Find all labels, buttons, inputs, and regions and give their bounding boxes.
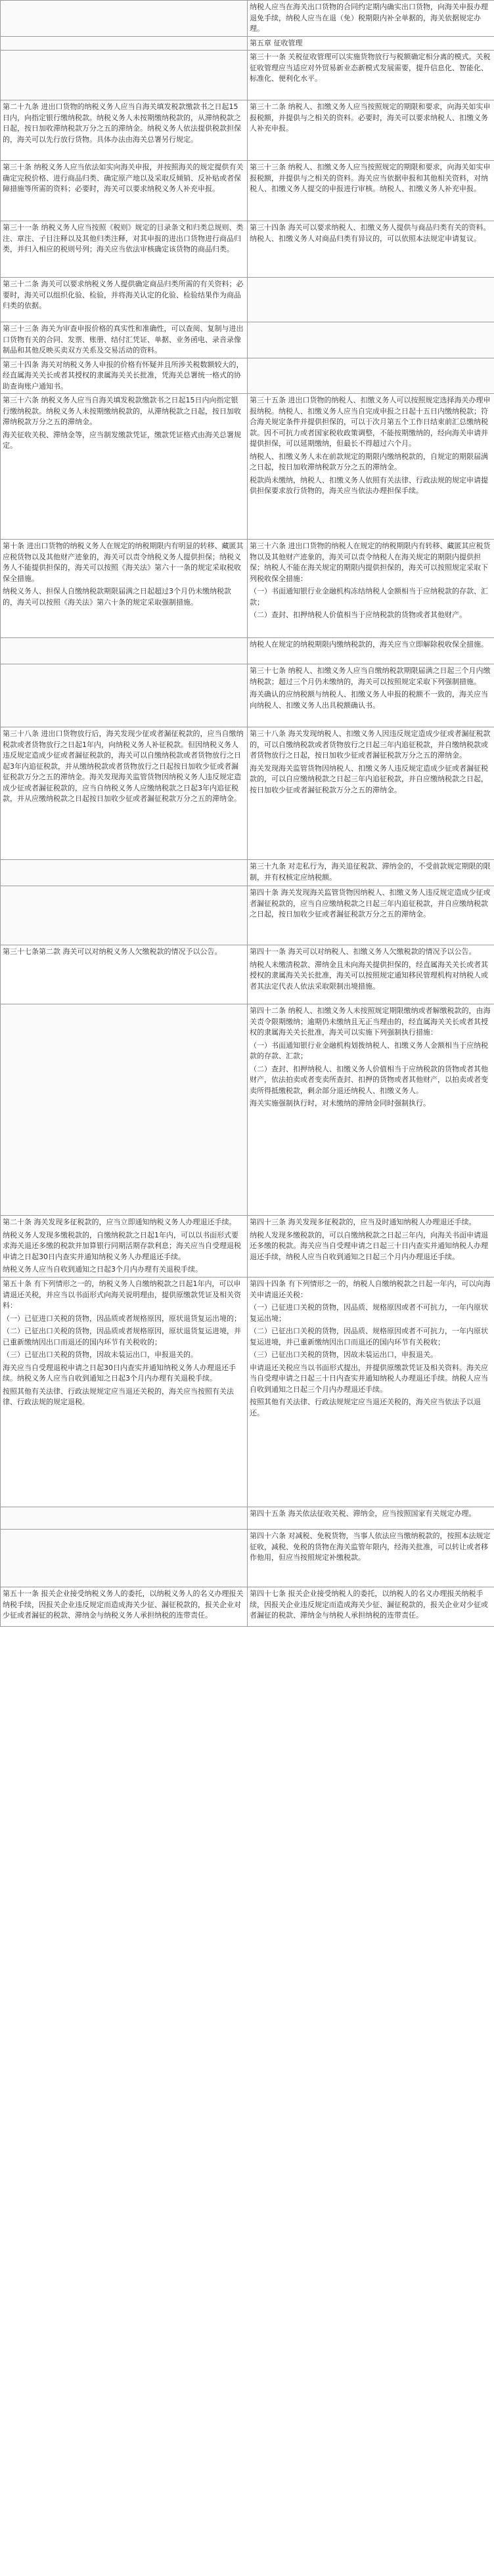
- old-regulation-cell: [1, 664, 248, 727]
- old-regulation-cell: [1, 945, 248, 1004]
- article-paragraph: 第三十二条 纳税人、扣缴义务人应当按照规定的期限和要求，向海关如实申报税额，并提供与之相关的资料。必要时，海关可以要求纳税人、扣缴义务人补充申报。: [250, 102, 491, 133]
- article-paragraph: 第二十条 海关发现多征税款的，应当立即通知纳税义务人办理退还手续。: [3, 1218, 236, 1226]
- article-paragraph: 纳税义务人应当自收到通知之日起3个月内办理有关退税手续。: [3, 1265, 202, 1274]
- article-paragraph: 第三十八条 进出口货物放行后，海关发现少征或者漏征税款的，应当自缴纳税款或者货物放行之日起1年内，向纳税义务人补征税款。但因纳税义务人违反规定造成少征或者漏征税款的，海关可以自缴纳税款或者货物放行之日起3年内追征税款，并从缴纳税款或者货物放行之日起按日加收少征或者漏征税款万分之五的滞纳金。海关发现海关监管货物因纳税义务人违反规定造成少征或者漏征税款的，应当自纳税义务人应缴纳税款之日起3年内追征税款，并从应缴纳税款之日起按日加收少征或者漏征税款万分之五的滞纳金。: [3, 729, 244, 803]
- article-paragraph: 第三十七条 纳税人、扣缴义务人应当自缴纳税款期限届满之日起三个月内缴纳税款；超过三个月仍未缴纳的，海关可以按照规定采取下列强制措施。: [250, 666, 491, 686]
- new-law-cell: [248, 1216, 494, 1277]
- article-paragraph: 第三十九条 对走私行为，海关追征税款、滞纳金的，不受前款规定期限的限制，并有权核定应纳税额。: [250, 862, 491, 882]
- new-law-cell: [248, 727, 494, 860]
- comparison-row: [1, 221, 494, 278]
- comparison-row: [1, 638, 494, 664]
- article-paragraph: 第四十七条 报关企业接受纳税人的委托，以纳税人的名义办理报关纳税手续，因报关企业违反规定而造成海关少征、漏征税款的，报关企业对少征或者漏征的税款、滞纳金与纳税人承担纳税的连带责任。: [250, 1589, 488, 1620]
- article-paragraph: 纳税人、扣缴义务人未在前款规定的期限内缴纳税款的，自规定的期限届满之日起，按日加收滞纳税款万分之五的滞纳金。: [250, 452, 488, 471]
- article-paragraph: 海关确认的应纳税额与纳税人、扣缴义务人申报的税额不一致的，海关应当向纳税人、扣缴义务人出具税额确认书。: [250, 690, 488, 710]
- comparison-row: [1, 36, 494, 51]
- comparison-row: [1, 51, 494, 100]
- article-paragraph: 按照其他有关法律、行政法规规定应当退还关税的，海关应当依法予以退还。: [250, 1398, 481, 1417]
- old-regulation-cell: [1, 1530, 248, 1587]
- new-law-cell: [248, 945, 494, 1004]
- comparison-row: [1, 100, 494, 161]
- article-paragraph: （二）已征出口关税的货物，因品质或者规格原因，原状退货复运进境，并已重新缴纳因出口而退还的国内环节有关税收的；: [3, 1327, 241, 1346]
- article-paragraph: 第四十二条 纳税人、扣缴义务人未按照规定期限缴纳或者解缴税款的，由海关责令限期缴纳；逾期仍未缴纳且无正当理由的，经直属海关关长或者其授权的隶属海关关长批准，海关可以实施下列强制执行措施：: [250, 1006, 491, 1037]
- article-paragraph: 纳税义务人发现多缴税款的，自缴纳税款之日起1年内，可以以书面形式要求海关退还多缴的税款并加算银行同期活期存款利息；海关应当自受理退税申请之日起30日内查实并通知纳税义务人办理退还手续。: [3, 1230, 241, 1261]
- article-paragraph: 第五十条 有下列情形之一的，纳税义务人自缴纳税款之日起1年内，可以申请退还关税，并应当以书面形式向海关说明理由，提供原缴款凭证及相关资料：: [3, 1279, 241, 1310]
- article-paragraph: 第三十三条 海关为审查申报价格的真实性和准确性，可以查阅、复制与进出口货物有关的合同、发票、账册、结付汇凭证、单据、业务函电、录音录像制品和其他反映买卖双方关系及交易活动的资料。: [3, 324, 244, 354]
- new-law-cell: [248, 36, 494, 51]
- article-paragraph: 第三十五条 进出口货物的纳税人、扣缴义务人可以按照规定选择海关办理申报纳税。纳税人、扣缴义务人应当自完成申报之日起十五日内缴纳税款；符合海关规定条件并提供担保的，可以于次月第五个工作日结束前汇总缴纳税款。因不可抗力或者国家税收政策调整，不能按期缴纳的，经向海关申请并提供担保，可以延期缴纳，但最长不得超过六个月。: [250, 396, 491, 448]
- article-paragraph: （三）已征出口关税的货物，因故未装运出口，申报退关的。: [3, 1350, 198, 1359]
- old-regulation-cell: [1, 1277, 248, 1507]
- old-regulation-cell: [1, 860, 248, 886]
- new-law-cell: [248, 664, 494, 727]
- article-paragraph: 第四十一条 海关可以对纳税人、扣缴义务人欠缴税款的情况予以公告。: [250, 947, 476, 956]
- old-regulation-cell: [1, 51, 248, 100]
- article-paragraph: 第三十一条 纳税义务人应当按照《税则》规定的目录条文和归类总规则、类注、章注、子目注释以及其他归类注释，对其申报的进出口货物进行商品归类，并归入相应的税则号列；海关应当依法审核确定该货物的商品归类。: [3, 223, 244, 253]
- old-regulation-cell: [1, 1216, 248, 1277]
- old-regulation-cell: [1, 221, 248, 278]
- article-paragraph: 第四十条 海关发现海关监管货物因纳税人、扣缴义务人违反规定造成少征或者漏征税款的，应当自应缴纳税款之日起三年内追征税款，并自应缴纳税款之日起，按日加收少征或者漏征税款万分之五的滞纳金。: [250, 888, 491, 918]
- article-paragraph: 纳税人未缴清税款、滞纳金且未向海关提供担保的，经直属海关关长或者其授权的隶属海关关长批准，海关可以按照规定通知移民管理机构对纳税人或者其法定代表人依法采取限制出境措施。: [250, 960, 488, 991]
- article-paragraph: 按照其他有关法律、行政法规规定应当退还关税的，海关应当按照有关法律、行政法规的规定退税。: [3, 1386, 234, 1406]
- new-law-cell: [248, 161, 494, 221]
- old-regulation-cell: [1, 638, 248, 664]
- article-paragraph: 第三十四条 海关对纳税义务人申报的价格有怀疑并且所涉关税数额较大的，经直属海关关长或者其授权的隶属海关关长批准，凭海关总署统一格式的协助查询账户通知书。: [3, 360, 244, 391]
- new-law-cell: [248, 278, 494, 322]
- article-paragraph: 第三十八条 海关发现纳税人、扣缴义务人因违反规定造成少征或者漏征税款的，可以自缴纳税款或者货物放行之日起三年内追征税款，并自缴纳税款或者货物放行之日起，按日加收少征或者漏征税款万分之五的滞纳金。: [250, 729, 491, 760]
- article-paragraph: 第三十七条第二款 海关可以对纳税义务人欠缴税款的情况予以公告。: [3, 947, 222, 956]
- comparison-row: [1, 1587, 494, 1627]
- new-law-cell: [248, 1, 494, 37]
- comparison-row: [1, 945, 494, 1004]
- comparison-row: [1, 727, 494, 860]
- article-paragraph: 第十条 进出口货物的纳税义务人在规定的纳税期限内有明显的转移、藏匿其应税货物以及其他财产迹象的，海关可以责令纳税义务人提供担保；纳税义务人不能提供担保的，海关可以按照《海关法》第六十一条的规定采取税收保全措施。: [3, 542, 244, 583]
- comparison-row: [1, 161, 494, 221]
- article-paragraph: （一）书面通知银行业金融机构划拨纳税人、扣缴义务人金额相当于应纳税款的存款、汇款；: [250, 1041, 488, 1060]
- article-paragraph: 纳税人在规定的纳税期限内缴纳税款的，海关应当立即解除税收保全措施。: [250, 640, 488, 649]
- old-regulation-cell: [1, 1004, 248, 1216]
- article-paragraph: 纳税人应当在海关出口货物的合同约定期内确实出口货物，向海关申报办理退免手续，纳税人应当在退（免）税期限内补全单据的，海关依据规定办理。: [250, 3, 488, 33]
- old-regulation-cell: [1, 1507, 248, 1530]
- article-paragraph: （二）查封、扣押纳税人、扣缴义务人价值相当于应纳税款的货物或者其他财产，依法拍卖或者变卖所查封、扣押的货物或者其他财产，以拍卖或者变卖所得抵缴税款，剩余部分退还纳税人、扣缴义务人。: [250, 1064, 488, 1095]
- old-regulation-cell: [1, 358, 248, 394]
- article-paragraph: 第三十条 纳税义务人应当依法如实向海关申报，并按照海关的规定提供有关确定完税价格、进行商品归类、确定原产地以及采取反倾销、反补贴或者保障措施等所需的资料；必要时，海关可以要求纳税义务人补充申报。: [3, 163, 244, 193]
- new-law-cell: [248, 100, 494, 161]
- article-paragraph: （一）书面通知银行业金融机构冻结纳税人金额相当于应纳税款的存款、汇款；: [250, 587, 488, 607]
- article-paragraph: 纳税人发现多缴税款的，可以自缴纳税款之日起三年内，向海关书面申请退还多缴的税款。海关应当自受理申请之日起三十日内查实并通知纳税人办理退还手续，纳税人应当自收到通知之日起三个月内办理退还手续。: [250, 1230, 488, 1261]
- new-law-cell: [248, 394, 494, 540]
- article-paragraph: 第四十四条 有下列情形之一的，纳税人自缴纳税款之日起一年内，可以向海关申请退还关税：: [250, 1279, 491, 1299]
- new-law-cell: [248, 1277, 494, 1507]
- old-regulation-cell: [1, 540, 248, 638]
- comparison-row: [1, 278, 494, 322]
- comparison-table-body: [1, 1, 494, 1627]
- new-law-cell: [248, 886, 494, 945]
- article-paragraph: （二）查封、扣押纳税人价值相当于应纳税款的货物或者其他财产。: [250, 611, 466, 619]
- article-paragraph: 税款尚未缴纳，纳税人、扣缴义务人依照有关法律、行政法规的规定申请提供担保要求放行货物的，海关应当依法办理担保手续。: [250, 475, 488, 495]
- article-paragraph: 第三十一条 关税征收管理可以实施货物放行与税额确定相分离的模式。关税征收管理应当适应对外贸易新业态新模式发展需要，提升信息化、智能化、标准化、便利化水平。: [250, 53, 491, 83]
- comparison-row: [1, 540, 494, 638]
- article-paragraph: 第五章 征收管理: [250, 38, 303, 47]
- comparison-row: [1, 664, 494, 727]
- article-paragraph: （一）已征进口关税的货物，因品质或者规格原因，原状退货复运出境的；: [3, 1314, 241, 1323]
- old-regulation-cell: [1, 161, 248, 221]
- old-regulation-cell: [1, 727, 248, 860]
- old-regulation-cell: [1, 1587, 248, 1627]
- old-regulation-cell: [1, 100, 248, 161]
- comparison-row: [1, 886, 494, 945]
- new-law-cell: [248, 1507, 494, 1530]
- comparison-row: [1, 394, 494, 540]
- article-paragraph: 第三十三条 纳税人、扣缴义务人应当按照规定的期限和要求，向海关如实申报税额，并提供与之相关的资料。海关应当依据申报和其他相关资料，对纳税人、扣缴义务人提交的申报进行审核。纳税人、扣缴义务人补充申报。: [250, 163, 491, 193]
- article-paragraph: 第三十六条 纳税义务人应当自海关填发税款缴款书之日起15日内向指定银行缴纳税款。纳税义务人未按期缴纳税款的，从滞纳税款之日起，按日加收滞纳税款万分之五的滞纳金。: [3, 396, 241, 426]
- article-paragraph: 申请退还关税应当以书面形式提出，并提供原缴款凭证及相关资料。海关应当自受理申请之日起三十日内查实并通知纳税人办理退还手续。纳税人应当自收到通知之日起三个月内办理退还手续。: [250, 1363, 488, 1394]
- new-law-cell: [248, 1004, 494, 1216]
- new-law-cell: [248, 322, 494, 358]
- new-law-cell: [248, 540, 494, 638]
- new-law-cell: [248, 638, 494, 664]
- article-paragraph: 海关应当自受理退税申请之日起30日内查实并通知纳税义务人办理退还手续。纳税义务人应当自收到通知之日起3个月内办理有关退税手续。: [3, 1363, 236, 1383]
- comparison-row: [1, 1277, 494, 1507]
- new-law-cell: [248, 221, 494, 278]
- article-paragraph: （二）已征出口关税的货物，因品质、规格原因或者不可抗力，一年内原状复运进境，并已重新缴纳因出口而退还的国内环节有关税收；: [250, 1327, 488, 1346]
- article-paragraph: （一）已征进口关税的货物，因品质、规格原因或者不可抗力，一年内原状复运出境；: [250, 1303, 488, 1323]
- new-law-cell: [248, 358, 494, 394]
- old-regulation-cell: [1, 886, 248, 945]
- article-paragraph: 海关发现海关监管货物因纳税人、扣缴义务人违反规定造成少征或者漏征税款的，可以自应缴纳税款之日起三年内追征税款，并自应缴纳税款之日起，按日加收少征或者漏征税款万分之五的滞纳金。: [250, 763, 488, 794]
- article-paragraph: 第五十一条 报关企业接受纳税义务人的委托，以纳税义务人的名义办理报关纳税手续，因报关企业违反规定而造成海关少征、漏征税款的，报关企业对少征或者漏征的税款、滞纳金与纳税义务人承担纳税的连带责任。: [3, 1589, 244, 1620]
- article-paragraph: 第三十四条 海关可以要求纳税人、扣缴义务人提供与商品归类有关的资料。纳税人、扣缴义务人对商品归类有异议的，可以依照本法规定申请复议。: [250, 223, 491, 243]
- article-paragraph: 海关实施强制执行时，对未缴纳的滞纳金同时强制执行。: [250, 1099, 430, 1107]
- comparison-row: [1, 1004, 494, 1216]
- comparison-row: [1, 358, 494, 394]
- article-paragraph: 第二十九条 进出口货物的纳税义务人应当自海关填发税款缴款书之日起15日内，向指定银行缴纳税款。纳税义务人未按期缴纳税款的，从滞纳税款之日起，按日加收滞纳税款万分之五的滞纳金。纳税义务人依法提供税款担保的，海关可以先行放行货物。具体办法由海关总署另行规定。: [3, 102, 241, 144]
- article-paragraph: 第四十六条 对减税、免税货物，当事人依法应当缴纳税款的，按照本法规定征收，减税、免税的货物在海关监管年限内，经海关批准，可以转让或者移作他用，但应当按照规定补缴税款。: [250, 1532, 491, 1562]
- comparison-row: [1, 1507, 494, 1530]
- old-regulation-cell: [1, 278, 248, 322]
- article-paragraph: 第三十六条 进出口货物的纳税人在规定的纳税期限内有转移、藏匿其应税货物以及其他财产迹象的，海关可以责令纳税人在海关规定的期限内提供担保；纳税人不能在海关规定的期限内提供担保的，海关可以按照规定采取下列税收保全措施：: [250, 542, 491, 583]
- new-law-cell: [248, 860, 494, 886]
- old-regulation-cell: [1, 394, 248, 540]
- new-law-cell: [248, 1530, 494, 1587]
- new-law-cell: [248, 51, 494, 100]
- old-regulation-cell: [1, 36, 248, 51]
- article-paragraph: 海关征收关税、滞纳金等，应当制发缴款凭证，缴款凭证格式由海关总署规定。: [3, 430, 241, 450]
- article-paragraph: 纳税义务人、担保人自缴纳税款期限届满之日起超过3个月仍未缴纳税款的，海关可以按照《海关法》第六十条的规定采取强制措施。: [3, 587, 231, 607]
- comparison-row: [1, 322, 494, 358]
- comparison-row: [1, 1530, 494, 1587]
- comparison-row: [1, 1, 494, 37]
- comparison-row: [1, 1216, 494, 1277]
- comparison-row: [1, 860, 494, 886]
- old-regulation-cell: [1, 322, 248, 358]
- new-law-cell: [248, 1587, 494, 1627]
- article-paragraph: 第四十三条 海关发现多征税款的，应当及时通知纳税人办理退还手续。: [250, 1218, 476, 1226]
- article-paragraph: 第三十二条 海关可以要求纳税义务人提供确定商品归类所需的有关资料；必要时，海关可以组织化验、检验，并将海关认定的化验、检验结果作为商品归类的依据。: [3, 280, 244, 310]
- old-regulation-cell: [1, 1, 248, 37]
- article-paragraph: （三）已征出口关税的货物，因故未装运出口，申报退关。: [250, 1350, 438, 1359]
- article-paragraph: 第四十五条 海关依法征收关税、滞纳金，应当按照国家有关规定办理。: [250, 1509, 476, 1518]
